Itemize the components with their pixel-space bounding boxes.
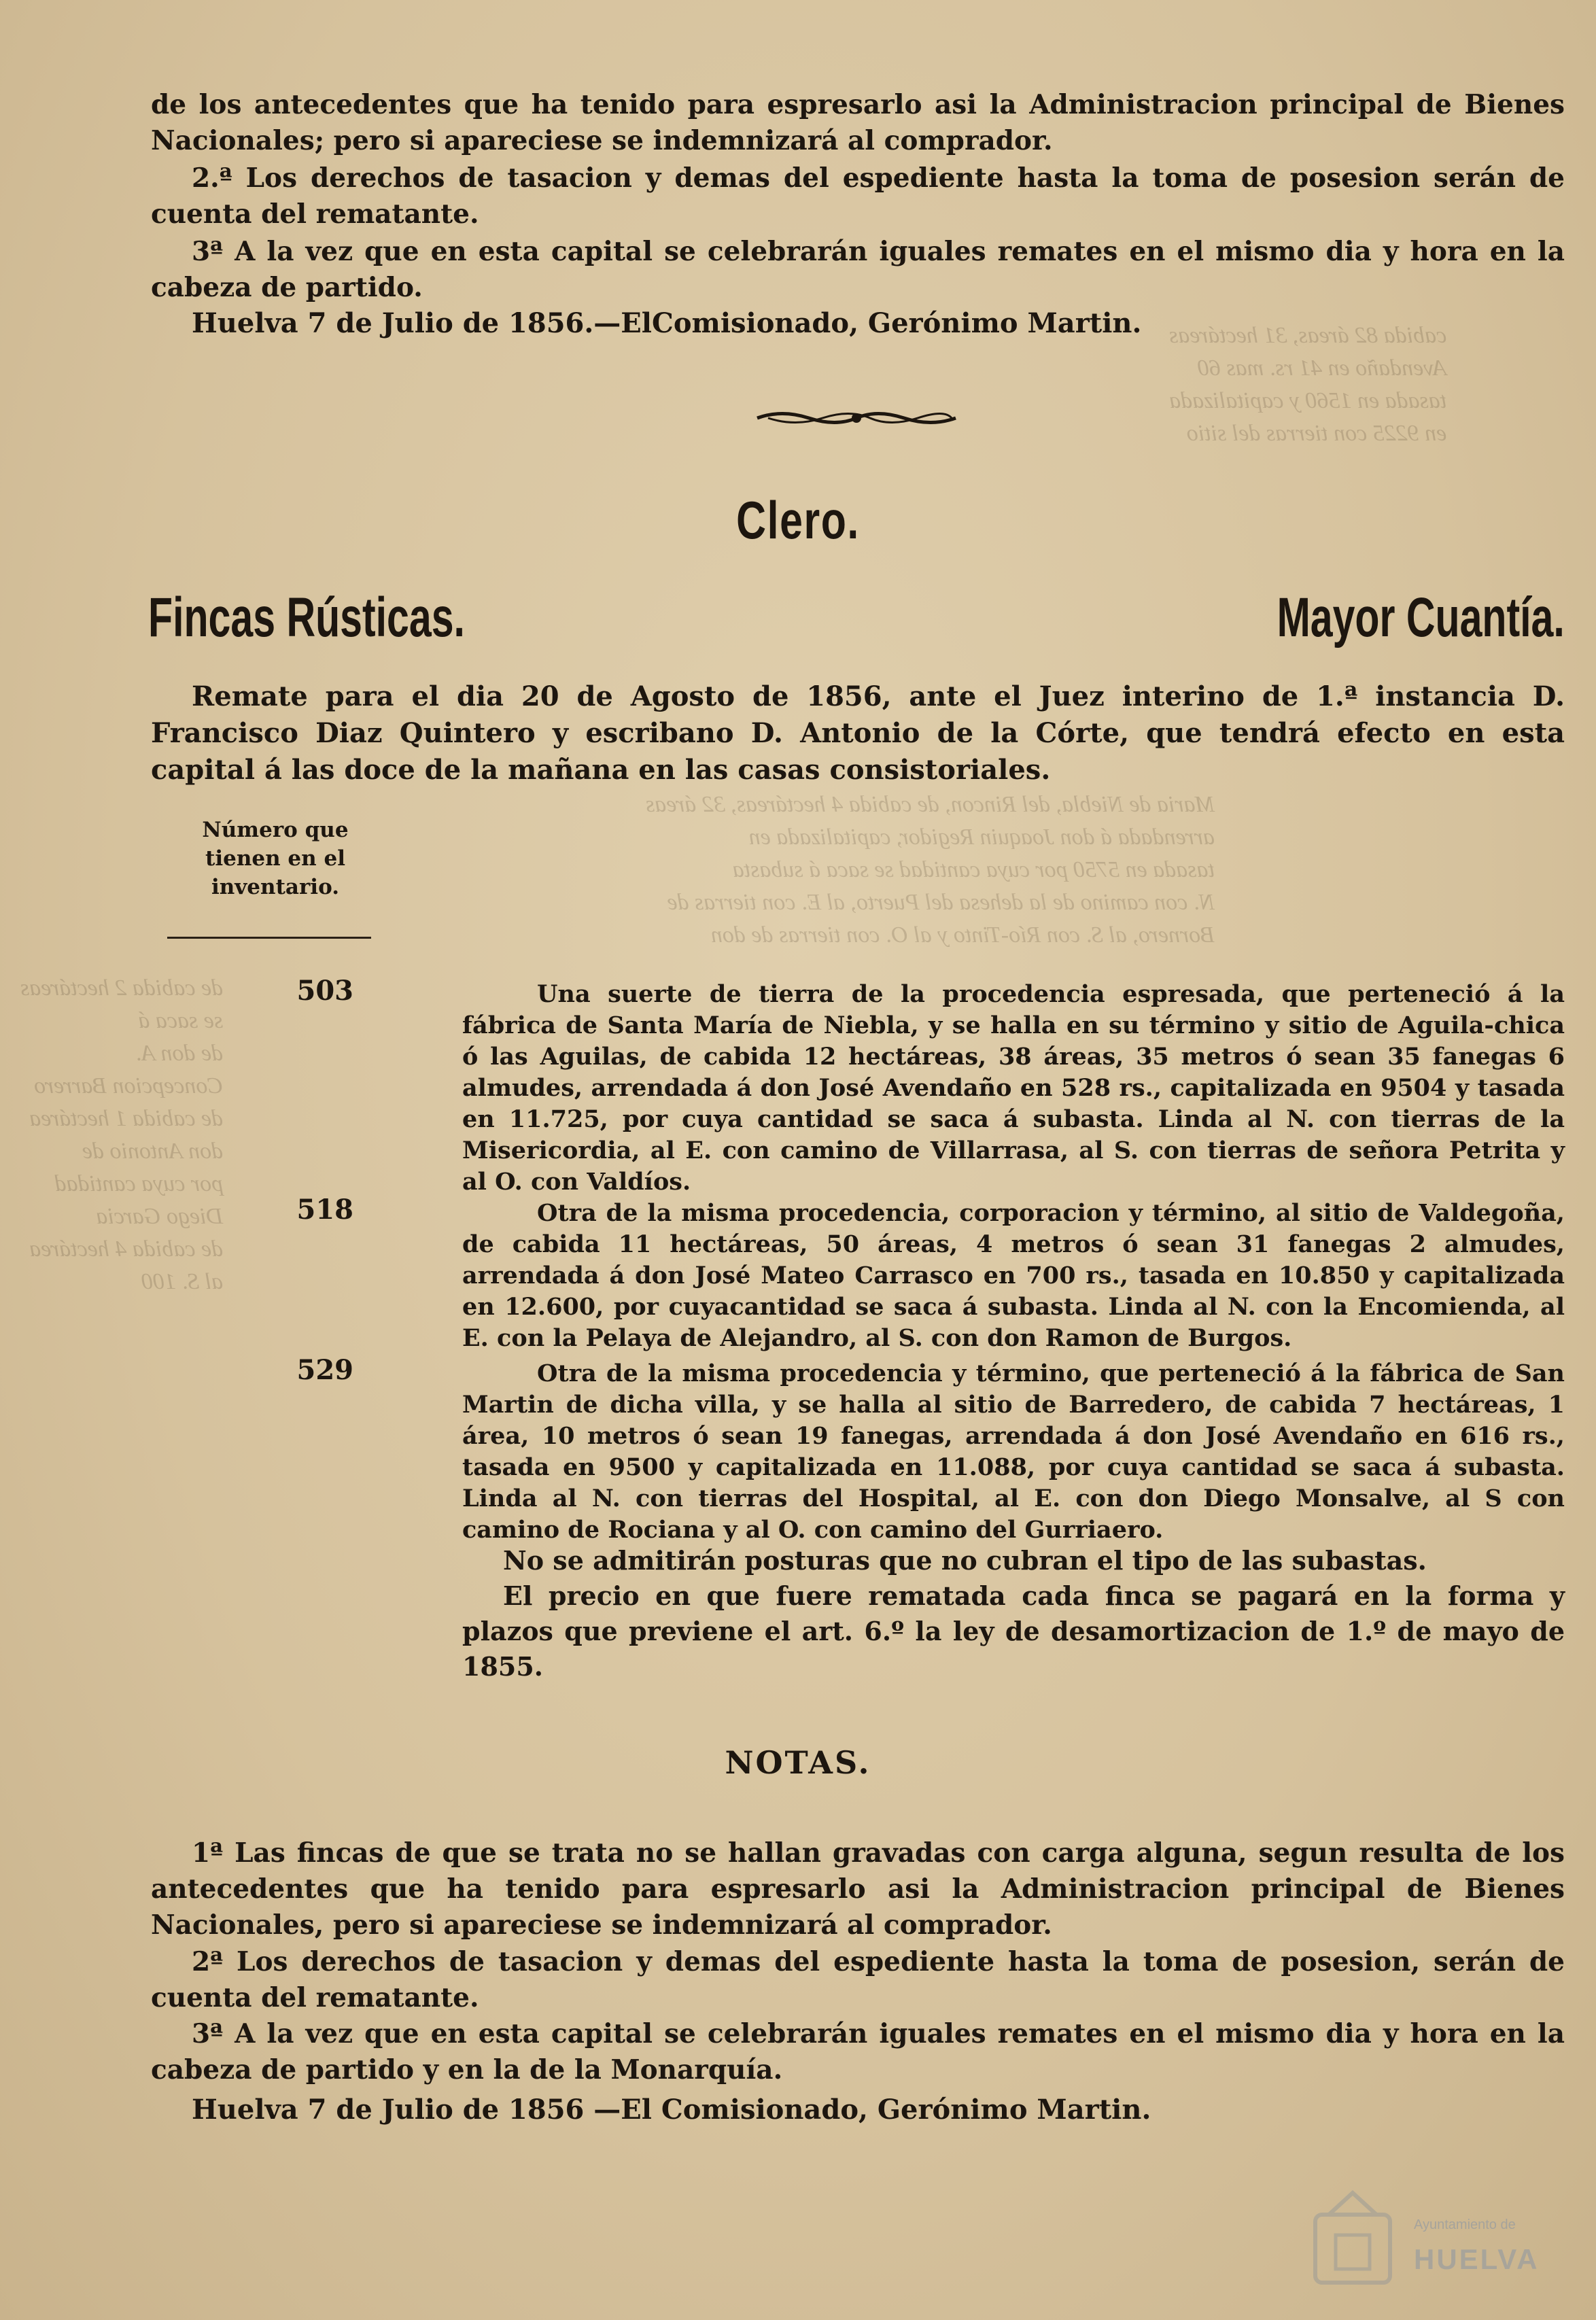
top-note-3: 3ª A la vez que en esta capital se celebrarán iguales remates en el mismo dia y hora en la cabeza de partido. xyxy=(151,236,1565,303)
entry-text-529 xyxy=(462,1358,1565,1546)
bleed-through-right: cabida 82 áreas, 31 hectáreas Avendaño en 41 rs. mas 60 tasada en 1560 y capitalizada en 9225 con tierras del sitio xyxy=(1169,323,1447,446)
entry-number-529: 529 xyxy=(296,1354,353,1386)
nota-2: 2ª Los derechos de tasacion y demas del espediente hasta la toma de posesion, serán de cuenta del rematante. xyxy=(151,1946,1565,2013)
top-note-2: 2.ª Los derechos de tasacion y demas del espediente hasta la toma de posesion serán de cuenta del rematante. xyxy=(151,162,1565,230)
closing-text: El precio en que fuere rematada cada finca se pagará en la forma y plazos que previene el art. 6.º la ley de desamortizacion de 1.º de mayo de 1855. xyxy=(462,1580,1565,1682)
nota-3: 3ª A la vez que en esta capital se celebrarán iguales remates en el mismo dia y hora en la cabeza de partido y en la de la Monarquía. xyxy=(151,2018,1565,2085)
notas-signature: Huelva 7 de Julio de 1856 —El Comisionado, Gerónimo Martin. xyxy=(192,2094,1151,2126)
entry-text: Una suerte de tierra de la procedencia espresada, que perteneció á la fábrica de Santa María de Niebla, y se halla en su término y sitio de Aguila-chica ó las Aguilas, de cabida 12 hectáreas, 38 áreas, 35 metros ó sean 35 fanegas 6 almudes, arrendada á don José Avendaño en 528 rs., capitalizada en 9504 y tasada en 11.725, por cuya cantidad se saca á subasta. Linda al N. con tierras de la Misericordia, al E. con camino de Villarrasa, al S. con tierras de señora Petrita y al O. con Valdíos. xyxy=(462,980,1565,1196)
watermark-small-text: Ayuntamiento de xyxy=(1414,2217,1516,2232)
closing-text: No se admitirán posturas que no cubran el tipo de las subastas. xyxy=(503,1545,1427,1576)
auction-intro: Remate para el dia 20 de Agosto de 1856, ante el Juez interino de 1.ª instancia D. Francisco Diaz Quintero y escribano D. Antonio de la Córte, que tendrá efecto en esta capital á las doce de la mañana en las casas consistoriales. xyxy=(151,680,1565,786)
entry-text-518 xyxy=(462,1198,1565,1354)
notas-title: NOTAS. xyxy=(725,1744,871,1781)
column-header-rule xyxy=(167,937,371,939)
entry-text: Otra de la misma procedencia y término, que perteneció á la fábrica de San Martin de dicha villa, y se halla al sitio de Barredero, de cabida 7 hectáreas, 1 área, 10 metros ó sean 19 fanegas, arrendada á don José Avendaño en 616 rs., tasada en 9500 y capitalizada en 11.088, por cuya cantidad se saca á subasta. Linda al N. con tierras del Hospital, al E. con don Diego Monsalve, al S con camino de Rociana y al O. con camino del Gurriaero. xyxy=(462,1360,1565,1544)
top-note-1-continuation: de los antecedentes que ha tenido para espresarlo asi la Administracion principal de Bienes Nacionales; pero si apareciese se indemnizará al comprador. xyxy=(151,89,1565,156)
heading-fincas-rusticas: Fincas Rústicas. xyxy=(148,587,465,648)
entry-number-518: 518 xyxy=(296,1194,353,1226)
bleed-through-mid: Maria de Niebla, del Rincon, de cabida 4 hectáreas, 32 áreas arrendada á don Joaquin Regidor, capitalizada en tasada en 5750 por cuya cantidad se saca á subasta N. con camino de la dehesa del Puerto, al E. con tierras de Bornero, al S. con Río-Tinto y al O. con tierras de don xyxy=(646,792,1215,948)
top-signature: Huelva 7 de Julio de 1856.—ElComisionado, Gerónimo Martin. xyxy=(192,307,1142,339)
heading-mayor-cuantia: Mayor Cuantía. xyxy=(1277,587,1565,648)
nota-1: 1ª Las fincas de que se trata no se hallan gravadas con carga alguna, segun resulta de los antecedentes que ha tenido para espresarlo asi la Administracion principal de Bienes Nacionales, pero si apareciese se indemnizará al comprador. xyxy=(151,1837,1565,1941)
entry-text-503 xyxy=(462,979,1565,1198)
closing-paragraph-2 xyxy=(462,1578,1565,1684)
column-header-numero: Número que tienen en el inventario. xyxy=(202,818,349,899)
entry-number-503: 503 xyxy=(296,975,353,1007)
entry-text: Otra de la misma procedencia, corporacion y término, al sitio de Valdegoña, de cabida 11 hectáreas, 50 áreas, 4 metros ó sean 31 fanegas 2 almudes, arrendada á don José Mateo Carrasco en 700 rs., tasada en 10.850 y capitalizada en 12.600, por cuyacantidad se saca á subasta. Linda al N. con la Encomienda, al E. con la Pelaya de Alejandro, al S. con don Ramon de Burgos. xyxy=(462,1199,1565,1352)
ornament-divider xyxy=(754,406,958,430)
closing-paragraph-1 xyxy=(462,1543,1565,1578)
bleed-through-left: de cabida 2 hectáreas se saca á de don A. Concepcion Barrero de cabida 1 hectárea don Antonio de por cuya cantidad Diego Garcia de cabida 4 hectárea al S. 100 xyxy=(20,975,224,1294)
watermark-large-text: HUELVA xyxy=(1414,2243,1540,2275)
section-title: Clero. xyxy=(736,490,860,550)
